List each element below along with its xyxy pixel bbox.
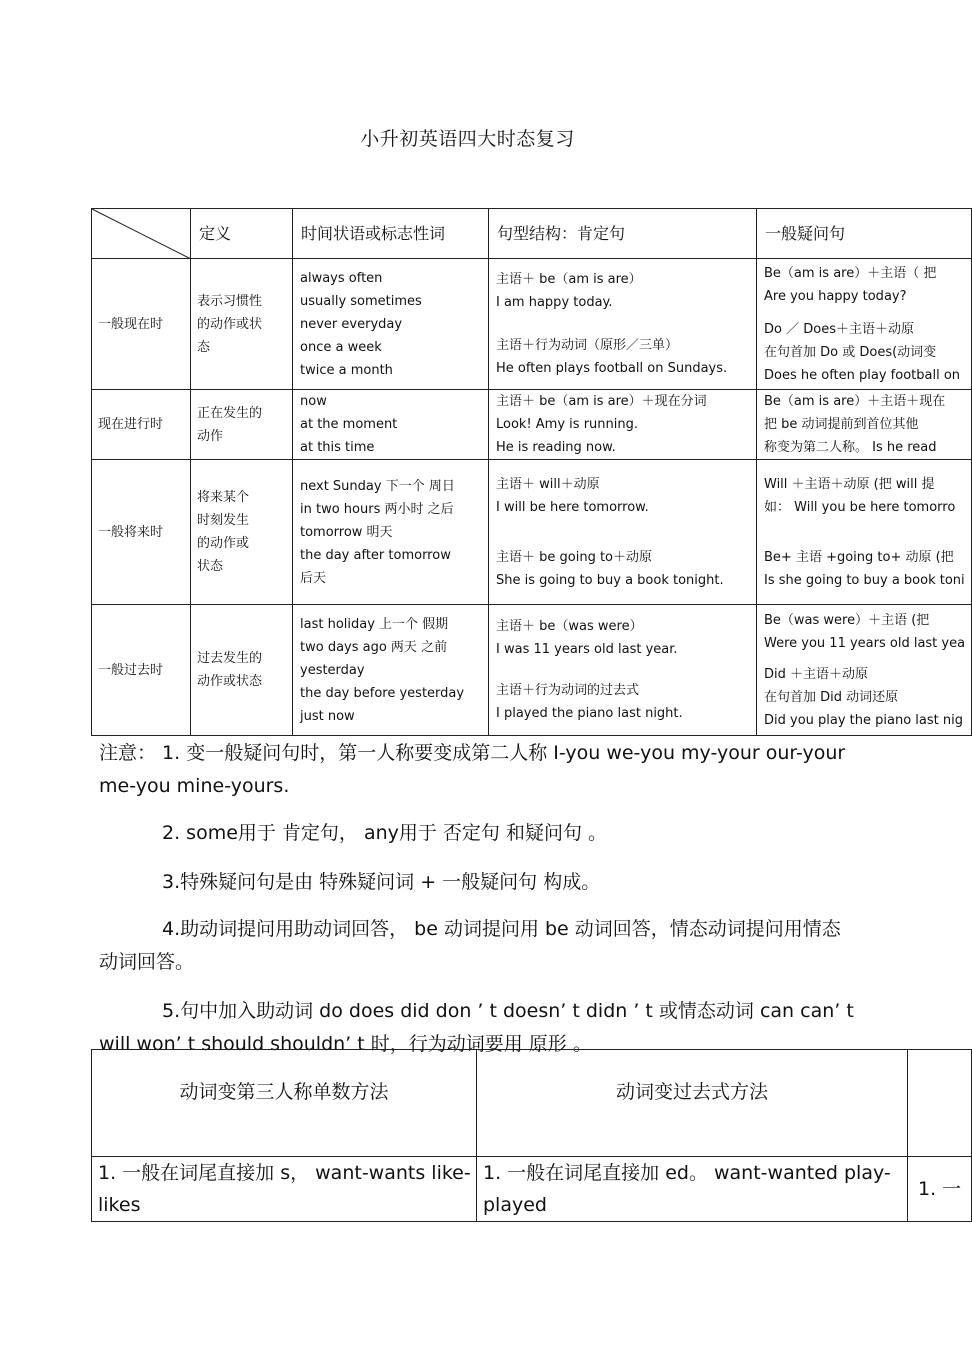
- past-tense-rule: 1. 一般在词尾直接加 ed。 want-wanted play-played: [477, 1157, 908, 1222]
- tense-row-past-simple: [92, 605, 972, 736]
- notes-section: [99, 737, 859, 803]
- tense-row-present-continuous: [92, 390, 972, 460]
- corner-cell: [92, 209, 191, 259]
- tense-definition: 将来某个 时刻发生 的动作或 状态: [191, 460, 293, 605]
- tense-definition: 过去发生的 动作或状态: [191, 605, 293, 736]
- tense-name: 一般现在时: [92, 259, 191, 390]
- tense-name: 现在进行时: [92, 390, 191, 460]
- tense-definition: 正在发生的 动作: [191, 390, 293, 460]
- time-words: now at the moment at this time: [293, 390, 489, 460]
- header-past-tense: 动词变过去式方法: [477, 1050, 908, 1157]
- header-time-words: 时间状语或标志性词: [293, 209, 489, 259]
- verb-methods-table: [91, 1049, 972, 1222]
- header-definition: 定义: [191, 209, 293, 259]
- note-2: 2. some用于 肯定句， any用于 否定句 和疑问句 。: [162, 822, 608, 844]
- methods-header-row: [92, 1050, 972, 1157]
- affirmative-structure: 主语＋ be（am is are） I am happy today. 主语＋行为动词（原形／三单） He often plays football on Sundays.: [489, 259, 757, 390]
- time-words: next Sunday 下一个 周日 in two hours 两小时 之后 tomorrow 明天 the day after tomorrow 后天: [293, 460, 489, 605]
- question-structure: Will ＋主语＋动原 (把 will 提 如： Will you be here tomorro Be+ 主语 +going to+ 动原 (把 Is she going to buy a book toni: [757, 460, 972, 605]
- affirmative-structure: 主语＋ be（am is are）＋现在分词 Look! Amy is running. He is reading now.: [489, 390, 757, 460]
- tense-row-present-simple: [92, 259, 972, 390]
- note-4: 4.助动词提问用助动词回答， be 动词提问用 be 动词回答，情态动词提问用情态动词回答。: [99, 918, 841, 973]
- time-words: last holiday 上一个 假期 two days ago 两天 之前 yesterday the day before yesterday just now: [293, 605, 489, 736]
- header-question: 一般疑问句: [757, 209, 972, 259]
- tense-name: 一般将来时: [92, 460, 191, 605]
- affirmative-structure: 主语＋ will＋动原 I will be here tomorrow. 主语＋ be going to＋动原 She is going to buy a book tonight.: [489, 460, 757, 605]
- page-title: 小升初英语四大时态复习: [360, 128, 575, 150]
- header-row: [92, 209, 972, 259]
- tense-name: 一般过去时: [92, 605, 191, 736]
- affirmative-structure: 主语＋ be（was were） I was 11 years old last year. 主语＋行为动词的过去式 I played the piano last night.: [489, 605, 757, 736]
- note-3: 3.特殊疑问句是由 特殊疑问词 + 一般疑问句 构成。: [162, 871, 601, 893]
- extra-rule: 1. 一: [908, 1157, 972, 1222]
- methods-row: [92, 1157, 972, 1222]
- note-5: 5.句中加入助动词 do does did don ’ t doesn’ t didn ’ t 或情态动词 can can’ t will won’ t should shouldn’ t 时，行为动词要用 原形 。: [99, 1000, 854, 1055]
- tense-definition: 表示习惯性 的动作或状 态: [191, 259, 293, 390]
- time-words: always often usually sometimes never everyday once a week twice a month: [293, 259, 489, 390]
- header-extra: [908, 1050, 972, 1157]
- note-1: 注意： 1. 变一般疑问句时，第一人称要变成第二人称 I-you we-you my-your our-your me-you mine-yours.: [99, 742, 846, 797]
- header-affirmative: 句型结构：肯定句: [489, 209, 757, 259]
- tense-table: [91, 208, 972, 736]
- tense-row-future-simple: [92, 460, 972, 605]
- third-person-rule: 1. 一般在词尾直接加 s， want-wants like-likes: [92, 1157, 477, 1222]
- diagonal-line: [92, 209, 191, 259]
- question-structure: Be（am is are）＋主语（ 把 Are you happy today? Do ／ Does＋主语＋动原 在句首加 Do 或 Does(动词变 Does he often play football on: [757, 259, 972, 390]
- question-structure: Be（was were）＋主语 (把 Were you 11 years old last yea Did ＋主语＋动原 在句首加 Did 动词还原 Did you play the piano last nig: [757, 605, 972, 736]
- question-structure: Be（am is are）＋主语＋现在 把 be 动词提前到首位其他 称变为第二人称。 Is he read: [757, 390, 972, 460]
- header-third-person: 动词变第三人称单数方法: [92, 1050, 477, 1157]
